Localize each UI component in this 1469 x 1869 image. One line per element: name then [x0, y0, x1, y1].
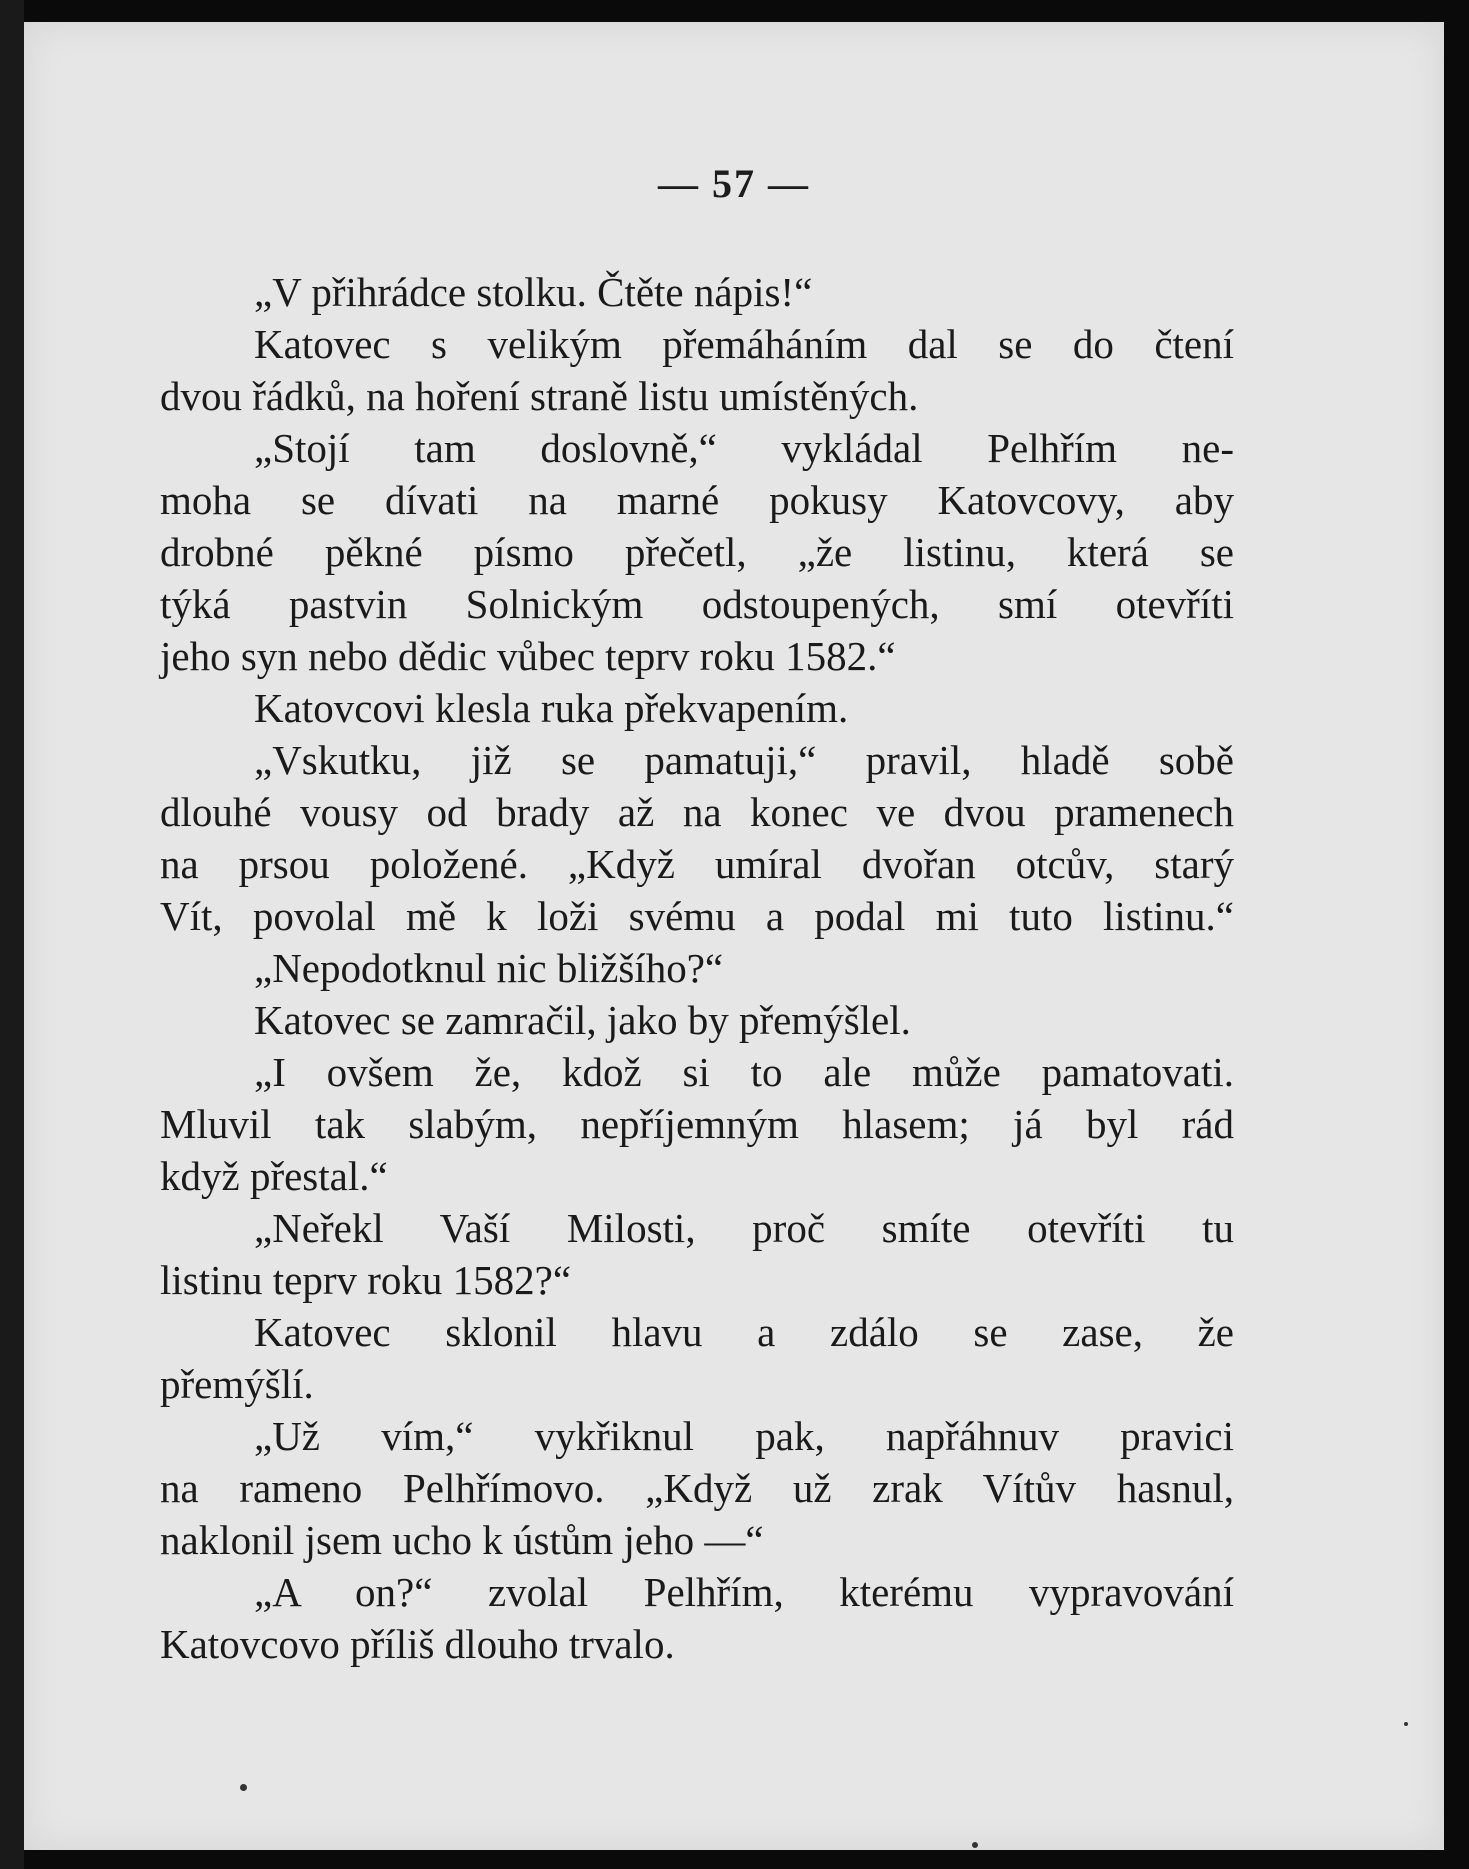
- text-line: „I ovšem že, kdož si to ale může pamatovati.: [254, 1049, 1234, 1095]
- text-line: „Už vím,“ vykřiknul pak, napřáhnuv pravici: [254, 1413, 1234, 1459]
- text-line: listinu teprv roku 1582?“: [160, 1257, 572, 1303]
- text-line: Katovcovi klesla ruka překvapením.: [254, 685, 849, 731]
- page-edge-shadow: [0, 0, 24, 1869]
- text-line: Katovec s velikým přemáháním dal se do čtení: [254, 321, 1234, 367]
- text-line: „V přihrádce stolku. Čtěte nápis!“: [254, 269, 813, 315]
- text-line: Katovcovo příliš dlouho trvalo.: [160, 1621, 675, 1667]
- text-line: na rameno Pelhřímovo. „Když už zrak Vítův hasnul,: [160, 1465, 1234, 1511]
- text-line: když přestal.“: [160, 1153, 388, 1199]
- text-line: „Nepodotknul nic bližšího?“: [254, 945, 724, 991]
- text-line: na prsou položené. „Když umíral dvořan otcův, starý: [160, 841, 1234, 887]
- body-text: [160, 266, 1234, 1670]
- speck: [972, 1842, 978, 1848]
- text-line: naklonil jsem ucho k ústům jeho —“: [160, 1517, 764, 1563]
- text-line: „Stojí tam doslovně,“ vykládal Pelhřím ne-: [254, 425, 1234, 471]
- book-page: [24, 22, 1444, 1850]
- text-line: „Neřekl Vaší Milosti, proč smíte otevříti tu: [254, 1205, 1234, 1251]
- speck: [1404, 1722, 1408, 1726]
- text-line: dvou řádků, na hoření straně listu umístěných.: [160, 373, 919, 419]
- text-line: jeho syn nebo dědic vůbec teprv roku 1582.“: [160, 633, 896, 679]
- text-line: Katovec se zamračil, jako by přemýšlel.: [254, 997, 911, 1043]
- speck: [240, 1784, 247, 1791]
- text-line: týká pastvin Solnickým odstoupených, smí otevříti: [160, 581, 1234, 627]
- page-number: — 57 —: [658, 161, 810, 206]
- text-line: moha se dívati na marné pokusy Katovcovy, aby: [160, 477, 1234, 523]
- text-line: „A on?“ zvolal Pelhřím, kterému vypravování: [254, 1569, 1234, 1615]
- text-line: přemýšlí.: [160, 1361, 314, 1407]
- text-line: dlouhé vousy od brady až na konec ve dvou pramenech: [160, 789, 1234, 835]
- text-line: Mluvil tak slabým, nepříjemným hlasem; já byl rád: [160, 1101, 1234, 1147]
- text-line: Katovec sklonil hlavu a zdálo se zase, že: [254, 1309, 1234, 1355]
- text-line: drobné pěkné písmo přečetl, „že listinu, která se: [160, 529, 1234, 575]
- text-line: „Vskutku, již se pamatuji,“ pravil, hladě sobě: [254, 737, 1234, 783]
- text-line: Vít, povolal mě k loži svému a podal mi tuto listinu.“: [160, 893, 1234, 939]
